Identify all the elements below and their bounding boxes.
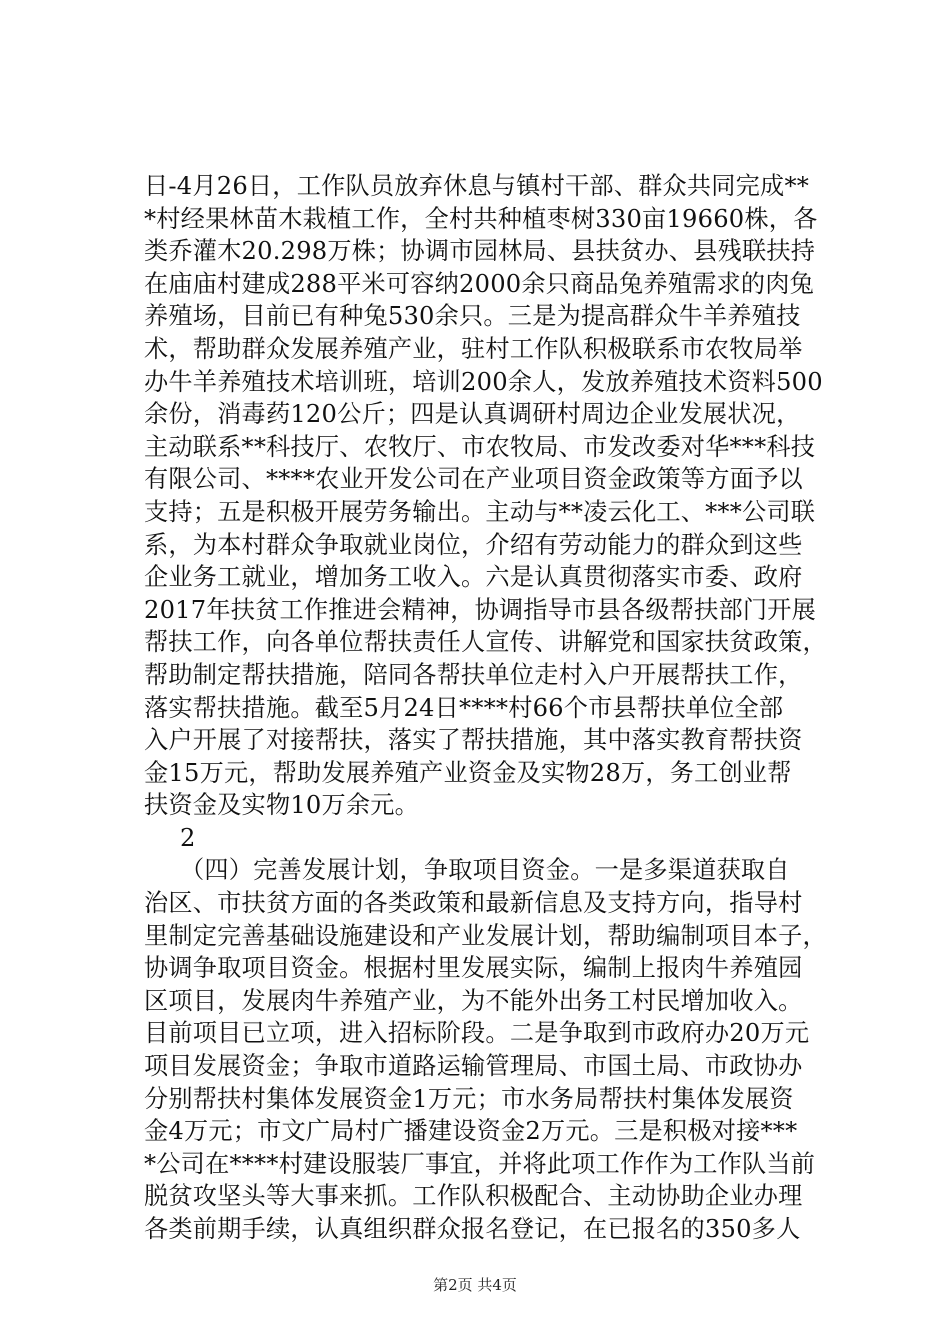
text-line: 办牛羊养殖技术培训班，培训200余人，发放养殖技术资料500 [144,367,823,396]
text-line: 目前项目已立项，进入招标阶段。二是争取到市政府办20万元 [144,1019,810,1048]
text-line: 入户开展了对接帮扶，落实了帮扶措施，其中落实教育帮扶资 [144,726,803,755]
text-line: 帮扶工作，向各单位帮扶责任人宣传、讲解党和国家扶贫政策， [144,628,827,657]
text-line: 协调争取项目资金。根据村里发展实际，编制上报肉牛养殖园 [144,954,803,983]
text-line: 类乔灌木20.298万株；协调市园林局、县扶贫办、县残联扶持 [144,237,816,266]
text-line: 区项目，发展肉牛养殖产业，为不能外出务工村民增加收入。 [144,986,803,1015]
text-line: 主动联系**科技厅、农牧厅、市农牧局、市发改委对华***科技 [144,432,816,461]
text-line: 术，帮助群众发展养殖产业，驻村工作队积极联系市农牧局举 [144,334,803,363]
text-line: *公司在****村建设服装厂事宜，并将此项工作作为工作队当前 [144,1149,816,1178]
text-line: 帮助制定帮扶措施，陪同各帮扶单位走村入户开展帮扶工作， [144,660,803,689]
text-line: 金4万元；市文广局村广播建设资金2万元。三是积极对接*** [144,1117,798,1146]
text-line: 余份，消毒药120公斤；四是认真调研村周边企业发展状况， [144,400,801,429]
text-line: 2017年扶贫工作推进会精神，协调指导市县各级帮扶部门开展 [144,595,817,624]
text-line: 脱贫攻坚头等大事来抓。工作队积极配合、主动协助企业办理 [144,1182,803,1211]
text-line: 在庙庙村建成288平米可容纳2000余只商品兔养殖需求的肉兔 [144,269,815,298]
paragraph-2 [144,854,827,1245]
page-footer [0,1275,950,1295]
text-line: 养殖场，目前已有种兔530余只。三是为提高群众牛羊养殖技 [144,302,801,331]
paragraph-1 [144,170,827,822]
text-line: 各类前期手续，认真组织群众报名登记，在已报名的350多人 [144,1215,801,1243]
text-line: *村经果林苗木栽植工作，全村共种植枣树330亩19660株，各 [144,204,818,233]
document-body [144,170,827,1246]
text-line: （四）完善发展计划，争取项目资金。一是多渠道获取自 [180,856,790,885]
text-line: 日-4月26日，工作队员放弃休息与镇村干部、群众共同完成** [144,172,810,200]
page-number: 第2页 共4页 [433,1276,517,1294]
text-line: 有限公司、****农业开发公司在产业项目资金政策等方面予以 [144,465,803,494]
text-line: 企业务工就业，增加务工收入。六是认真贯彻落实市委、政府 [144,563,803,592]
text-line: 治区、市扶贫方面的各类政策和最新信息及支持方向，指导村 [144,889,803,918]
page-marker-text: 2 [180,823,196,852]
text-line: 金15万元，帮助发展养殖产业资金及实物28万，务工创业帮 [144,758,792,787]
text-line: 落实帮扶措施。截至5月24日****村66个市县帮扶单位全部 [144,693,784,722]
text-line: 里制定完善基础设施建设和产业发展计划，帮助编制项目本子， [144,921,827,950]
text-line: 分别帮扶村集体发展资金1万元；市水务局帮扶村集体发展资 [144,1084,794,1113]
text-line: 系，为本村群众争取就业岗位，介绍有劳动能力的群众到这些 [144,530,803,559]
text-line: 项目发展资金；争取市道路运输管理局、市国土局、市政协办 [144,1052,803,1081]
text-line: 扶资金及实物10万余元。 [144,791,420,820]
text-line: 支持；五是积极开展劳务输出。主动与**凌云化工、***公司联 [144,497,816,526]
